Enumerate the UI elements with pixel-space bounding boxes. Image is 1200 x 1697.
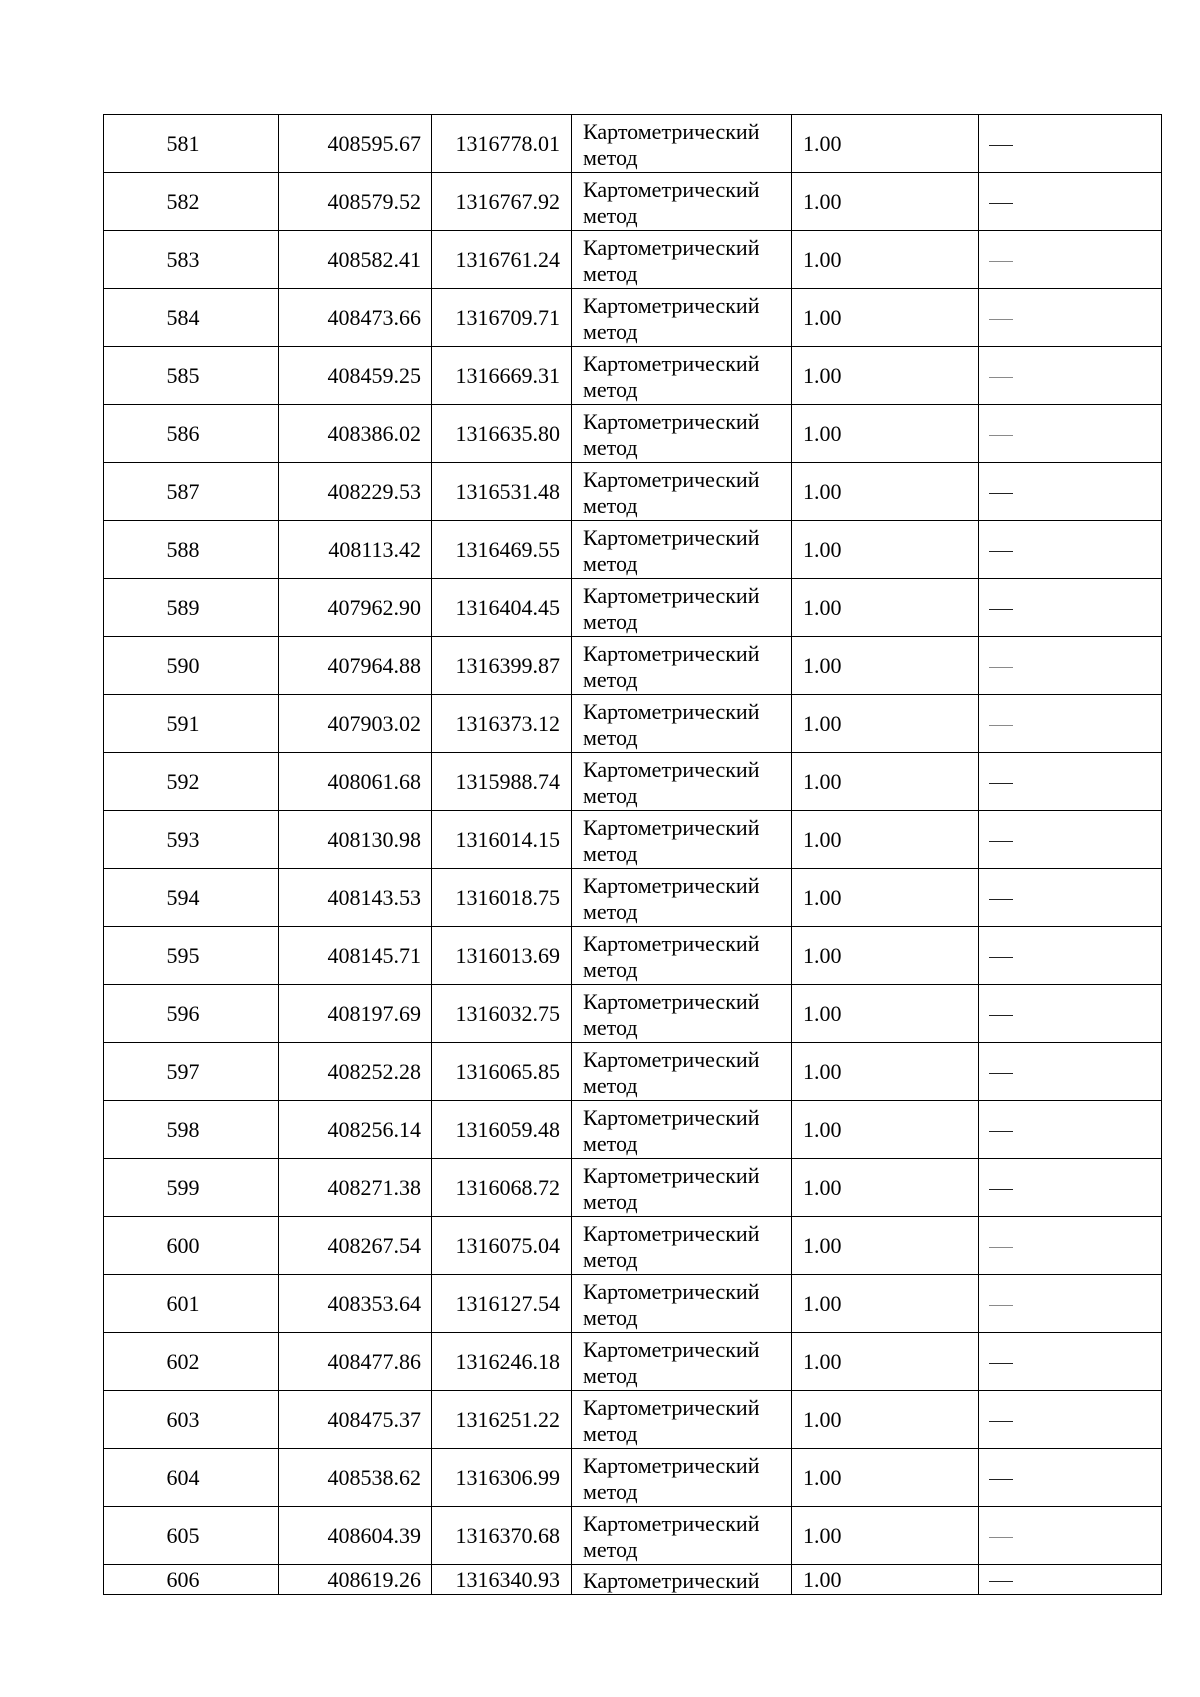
- accuracy-cell: 1.00: [792, 289, 979, 347]
- table-row: [104, 1275, 1162, 1333]
- point-number-cell: 596: [104, 985, 279, 1043]
- table-row: [104, 869, 1162, 927]
- method-line2: метод: [583, 956, 638, 982]
- point-number-cell: 584: [104, 289, 279, 347]
- y-coordinate-cell: 1316018.75: [432, 869, 572, 927]
- y-coordinate-cell: 1316669.31: [432, 347, 572, 405]
- note-cell: [979, 579, 1162, 637]
- accuracy-cell: 1.00: [792, 173, 979, 231]
- point-number-cell: 587: [104, 463, 279, 521]
- x-coordinate-cell: 408271.38: [279, 1159, 432, 1217]
- note-dash: [989, 783, 1013, 784]
- accuracy-cell: 1.00: [792, 1565, 979, 1595]
- note-cell: [979, 289, 1162, 347]
- note-dash: [989, 1479, 1013, 1480]
- table-row: [104, 115, 1162, 173]
- accuracy-cell: 1.00: [792, 985, 979, 1043]
- point-number-cell: 599: [104, 1159, 279, 1217]
- note-cell: [979, 1565, 1162, 1595]
- point-number-cell: 598: [104, 1101, 279, 1159]
- x-coordinate-cell: 407964.88: [279, 637, 432, 695]
- x-coordinate-cell: 407903.02: [279, 695, 432, 753]
- point-number-cell: 597: [104, 1043, 279, 1101]
- x-coordinate-cell: 408459.25: [279, 347, 432, 405]
- method-cell: [572, 753, 792, 811]
- method-cell: [572, 1217, 792, 1275]
- note-dash: [989, 841, 1013, 842]
- method-cell: [572, 347, 792, 405]
- point-number-cell: 585: [104, 347, 279, 405]
- method-line2: метод: [583, 1536, 638, 1562]
- y-coordinate-cell: 1316127.54: [432, 1275, 572, 1333]
- accuracy-cell: 1.00: [792, 579, 979, 637]
- point-number-cell: 589: [104, 579, 279, 637]
- point-number-cell: 606: [104, 1565, 279, 1595]
- method-line2: метод: [583, 1304, 638, 1330]
- accuracy-cell: 1.00: [792, 231, 979, 289]
- y-coordinate-cell: 1316340.93: [432, 1565, 572, 1595]
- note-cell: [979, 753, 1162, 811]
- note-dash: [989, 1131, 1013, 1132]
- note-cell: [979, 231, 1162, 289]
- x-coordinate-cell: 408229.53: [279, 463, 432, 521]
- method-line1: Картометрический: [583, 234, 760, 260]
- x-coordinate-cell: 408475.37: [279, 1391, 432, 1449]
- note-dash: [989, 1189, 1013, 1190]
- method-cell: [572, 985, 792, 1043]
- y-coordinate-cell: 1316531.48: [432, 463, 572, 521]
- note-cell: [979, 985, 1162, 1043]
- point-number-cell: 601: [104, 1275, 279, 1333]
- accuracy-cell: 1.00: [792, 811, 979, 869]
- table-row: [104, 1333, 1162, 1391]
- method-cell: [572, 405, 792, 463]
- note-cell: [979, 637, 1162, 695]
- note-dash: [989, 725, 1013, 726]
- note-cell: [979, 1159, 1162, 1217]
- note-dash: [989, 377, 1013, 378]
- accuracy-cell: 1.00: [792, 1333, 979, 1391]
- method-cell: [572, 1391, 792, 1449]
- table-row: [104, 1101, 1162, 1159]
- method-line1: Картометрический: [583, 756, 760, 782]
- method-line2: метод: [583, 202, 638, 228]
- point-number-cell: 602: [104, 1333, 279, 1391]
- table-row: [104, 1391, 1162, 1449]
- note-dash: [989, 1581, 1013, 1582]
- note-dash: [989, 609, 1013, 610]
- point-number-cell: 588: [104, 521, 279, 579]
- point-number-cell: 595: [104, 927, 279, 985]
- y-coordinate-cell: 1316075.04: [432, 1217, 572, 1275]
- point-number-cell: 603: [104, 1391, 279, 1449]
- method-cell: [572, 927, 792, 985]
- method-line2: метод: [583, 1130, 638, 1156]
- table-row: [104, 1449, 1162, 1507]
- method-line1: Картометрический: [583, 1336, 760, 1362]
- method-line1: Картометрический: [583, 814, 760, 840]
- x-coordinate-cell: 408197.69: [279, 985, 432, 1043]
- note-cell: [979, 869, 1162, 927]
- method-line1: Картометрический: [583, 1162, 760, 1188]
- note-dash: [989, 1363, 1013, 1364]
- table-row: [104, 463, 1162, 521]
- method-cell: [572, 869, 792, 927]
- x-coordinate-cell: 408145.71: [279, 927, 432, 985]
- accuracy-cell: 1.00: [792, 115, 979, 173]
- y-coordinate-cell: 1316761.24: [432, 231, 572, 289]
- point-number-cell: 592: [104, 753, 279, 811]
- table-row: [104, 1565, 1162, 1595]
- note-dash: [989, 1015, 1013, 1016]
- note-cell: [979, 173, 1162, 231]
- note-dash: [989, 1305, 1013, 1306]
- method-line2: метод: [583, 434, 638, 460]
- y-coordinate-cell: 1316306.99: [432, 1449, 572, 1507]
- table-row: [104, 695, 1162, 753]
- method-cell: [572, 1159, 792, 1217]
- method-line1: Картометрический: [583, 1567, 760, 1593]
- method-line2: метод: [583, 1478, 638, 1504]
- table-row: [104, 811, 1162, 869]
- method-line2: метод: [583, 840, 638, 866]
- method-line2: метод: [583, 492, 638, 518]
- table-row: [104, 985, 1162, 1043]
- y-coordinate-cell: 1316399.87: [432, 637, 572, 695]
- table-row: [104, 637, 1162, 695]
- method-line2: метод: [583, 260, 638, 286]
- accuracy-cell: 1.00: [792, 1391, 979, 1449]
- method-line1: Картометрический: [583, 872, 760, 898]
- method-line1: Картометрический: [583, 930, 760, 956]
- method-line2: метод: [583, 1362, 638, 1388]
- table-row: [104, 231, 1162, 289]
- accuracy-cell: 1.00: [792, 753, 979, 811]
- y-coordinate-cell: 1316778.01: [432, 115, 572, 173]
- point-number-cell: 582: [104, 173, 279, 231]
- y-coordinate-cell: 1316404.45: [432, 579, 572, 637]
- y-coordinate-cell: 1316370.68: [432, 1507, 572, 1565]
- x-coordinate-cell: 408604.39: [279, 1507, 432, 1565]
- y-coordinate-cell: 1316068.72: [432, 1159, 572, 1217]
- table-row: [104, 173, 1162, 231]
- accuracy-cell: 1.00: [792, 463, 979, 521]
- x-coordinate-cell: 408267.54: [279, 1217, 432, 1275]
- x-coordinate-cell: 408353.64: [279, 1275, 432, 1333]
- x-coordinate-cell: 408579.52: [279, 173, 432, 231]
- method-line2: метод: [583, 318, 638, 344]
- method-cell: [572, 1043, 792, 1101]
- accuracy-cell: 1.00: [792, 521, 979, 579]
- method-cell: [572, 463, 792, 521]
- accuracy-cell: 1.00: [792, 869, 979, 927]
- x-coordinate-cell: 408582.41: [279, 231, 432, 289]
- note-dash: [989, 145, 1013, 146]
- point-number-cell: 593: [104, 811, 279, 869]
- note-cell: [979, 463, 1162, 521]
- note-cell: [979, 695, 1162, 753]
- accuracy-cell: 1.00: [792, 1217, 979, 1275]
- note-dash: [989, 1073, 1013, 1074]
- y-coordinate-cell: 1316013.69: [432, 927, 572, 985]
- note-dash: [989, 899, 1013, 900]
- note-dash: [989, 435, 1013, 436]
- table-row: [104, 347, 1162, 405]
- note-dash: [989, 551, 1013, 552]
- note-cell: [979, 1333, 1162, 1391]
- y-coordinate-cell: 1316469.55: [432, 521, 572, 579]
- method-line2: метод: [583, 1420, 638, 1446]
- method-cell: [572, 1275, 792, 1333]
- method-line2: метод: [583, 898, 638, 924]
- note-dash: [989, 493, 1013, 494]
- y-coordinate-cell: 1316032.75: [432, 985, 572, 1043]
- table-row: [104, 753, 1162, 811]
- method-line1: Картометрический: [583, 1394, 760, 1420]
- table-row: [104, 405, 1162, 463]
- method-line1: Картометрический: [583, 466, 760, 492]
- method-line1: Картометрический: [583, 176, 760, 202]
- table-row: [104, 1159, 1162, 1217]
- point-number-cell: 591: [104, 695, 279, 753]
- accuracy-cell: 1.00: [792, 1507, 979, 1565]
- method-cell: [572, 1101, 792, 1159]
- accuracy-cell: 1.00: [792, 405, 979, 463]
- note-cell: [979, 115, 1162, 173]
- method-line2: метод: [583, 550, 638, 576]
- x-coordinate-cell: 408113.42: [279, 521, 432, 579]
- y-coordinate-cell: 1316014.15: [432, 811, 572, 869]
- point-number-cell: 586: [104, 405, 279, 463]
- y-coordinate-cell: 1316373.12: [432, 695, 572, 753]
- note-cell: [979, 1217, 1162, 1275]
- x-coordinate-cell: 408595.67: [279, 115, 432, 173]
- y-coordinate-cell: 1316059.48: [432, 1101, 572, 1159]
- y-coordinate-cell: 1316065.85: [432, 1043, 572, 1101]
- x-coordinate-cell: 408252.28: [279, 1043, 432, 1101]
- table-row: [104, 1507, 1162, 1565]
- x-coordinate-cell: 408386.02: [279, 405, 432, 463]
- note-cell: [979, 1101, 1162, 1159]
- note-cell: [979, 1449, 1162, 1507]
- method-line2: метод: [583, 1188, 638, 1214]
- method-cell: [572, 1333, 792, 1391]
- table-row: [104, 521, 1162, 579]
- note-dash: [989, 261, 1013, 262]
- note-dash: [989, 203, 1013, 204]
- method-line1: Картометрический: [583, 1452, 760, 1478]
- note-cell: [979, 1043, 1162, 1101]
- method-cell: [572, 1565, 792, 1595]
- note-cell: [979, 405, 1162, 463]
- x-coordinate-cell: 408130.98: [279, 811, 432, 869]
- table-row: [104, 927, 1162, 985]
- accuracy-cell: 1.00: [792, 637, 979, 695]
- x-coordinate-cell: 407962.90: [279, 579, 432, 637]
- note-dash: [989, 319, 1013, 320]
- method-cell: [572, 1507, 792, 1565]
- x-coordinate-cell: 408477.86: [279, 1333, 432, 1391]
- y-coordinate-cell: 1315988.74: [432, 753, 572, 811]
- method-cell: [572, 637, 792, 695]
- method-cell: [572, 811, 792, 869]
- method-line2: метод: [583, 1014, 638, 1040]
- method-line2: метод: [583, 608, 638, 634]
- accuracy-cell: 1.00: [792, 347, 979, 405]
- method-line1: Картометрический: [583, 1046, 760, 1072]
- method-cell: [572, 173, 792, 231]
- method-line1: Картометрический: [583, 582, 760, 608]
- y-coordinate-cell: 1316251.22: [432, 1391, 572, 1449]
- point-number-cell: 594: [104, 869, 279, 927]
- accuracy-cell: 1.00: [792, 1449, 979, 1507]
- method-line2: метод: [583, 1246, 638, 1272]
- point-number-cell: 604: [104, 1449, 279, 1507]
- accuracy-cell: 1.00: [792, 1159, 979, 1217]
- note-cell: [979, 1275, 1162, 1333]
- method-line2: метод: [583, 376, 638, 402]
- accuracy-cell: 1.00: [792, 1275, 979, 1333]
- accuracy-cell: 1.00: [792, 1043, 979, 1101]
- note-cell: [979, 521, 1162, 579]
- method-line1: Картометрический: [583, 524, 760, 550]
- method-line2: метод: [583, 144, 638, 170]
- table-row: [104, 579, 1162, 637]
- method-line1: Картометрический: [583, 988, 760, 1014]
- method-line1: Картометрический: [583, 1220, 760, 1246]
- y-coordinate-cell: 1316709.71: [432, 289, 572, 347]
- method-line1: Картометрический: [583, 1510, 760, 1536]
- method-cell: [572, 289, 792, 347]
- method-line1: Картометрический: [583, 408, 760, 434]
- method-line2: метод: [583, 782, 638, 808]
- point-number-cell: 605: [104, 1507, 279, 1565]
- x-coordinate-cell: 408143.53: [279, 869, 432, 927]
- method-line1: Картометрический: [583, 350, 760, 376]
- method-line2: метод: [583, 724, 638, 750]
- point-number-cell: 590: [104, 637, 279, 695]
- note-dash: [989, 1247, 1013, 1248]
- method-line1: Картометрический: [583, 1278, 760, 1304]
- y-coordinate-cell: 1316767.92: [432, 173, 572, 231]
- method-cell: [572, 579, 792, 637]
- x-coordinate-cell: 408061.68: [279, 753, 432, 811]
- x-coordinate-cell: 408619.26: [279, 1565, 432, 1595]
- note-dash: [989, 957, 1013, 958]
- note-dash: [989, 1421, 1013, 1422]
- method-line1: Картометрический: [583, 640, 760, 666]
- x-coordinate-cell: 408538.62: [279, 1449, 432, 1507]
- method-line1: Картометрический: [583, 292, 760, 318]
- y-coordinate-cell: 1316246.18: [432, 1333, 572, 1391]
- method-line1: Картометрический: [583, 1104, 760, 1130]
- point-number-cell: 581: [104, 115, 279, 173]
- note-dash: [989, 1537, 1013, 1538]
- method-cell: [572, 521, 792, 579]
- note-cell: [979, 811, 1162, 869]
- accuracy-cell: 1.00: [792, 927, 979, 985]
- method-cell: [572, 695, 792, 753]
- y-coordinate-cell: 1316635.80: [432, 405, 572, 463]
- table-row: [104, 1217, 1162, 1275]
- note-cell: [979, 347, 1162, 405]
- point-number-cell: 583: [104, 231, 279, 289]
- table-row: [104, 1043, 1162, 1101]
- note-cell: [979, 927, 1162, 985]
- note-cell: [979, 1507, 1162, 1565]
- x-coordinate-cell: 408256.14: [279, 1101, 432, 1159]
- note-dash: [989, 667, 1013, 668]
- method-line2: метод: [583, 1072, 638, 1098]
- method-cell: [572, 115, 792, 173]
- accuracy-cell: 1.00: [792, 695, 979, 753]
- method-cell: [572, 231, 792, 289]
- x-coordinate-cell: 408473.66: [279, 289, 432, 347]
- method-line2: метод: [583, 666, 638, 692]
- method-line1: Картометрический: [583, 118, 760, 144]
- coordinates-table-body: [104, 115, 1162, 1595]
- method-cell: [572, 1449, 792, 1507]
- table-row: [104, 289, 1162, 347]
- point-number-cell: 600: [104, 1217, 279, 1275]
- method-line1: Картометрический: [583, 698, 760, 724]
- coordinates-table: [103, 114, 1162, 1595]
- note-cell: [979, 1391, 1162, 1449]
- accuracy-cell: 1.00: [792, 1101, 979, 1159]
